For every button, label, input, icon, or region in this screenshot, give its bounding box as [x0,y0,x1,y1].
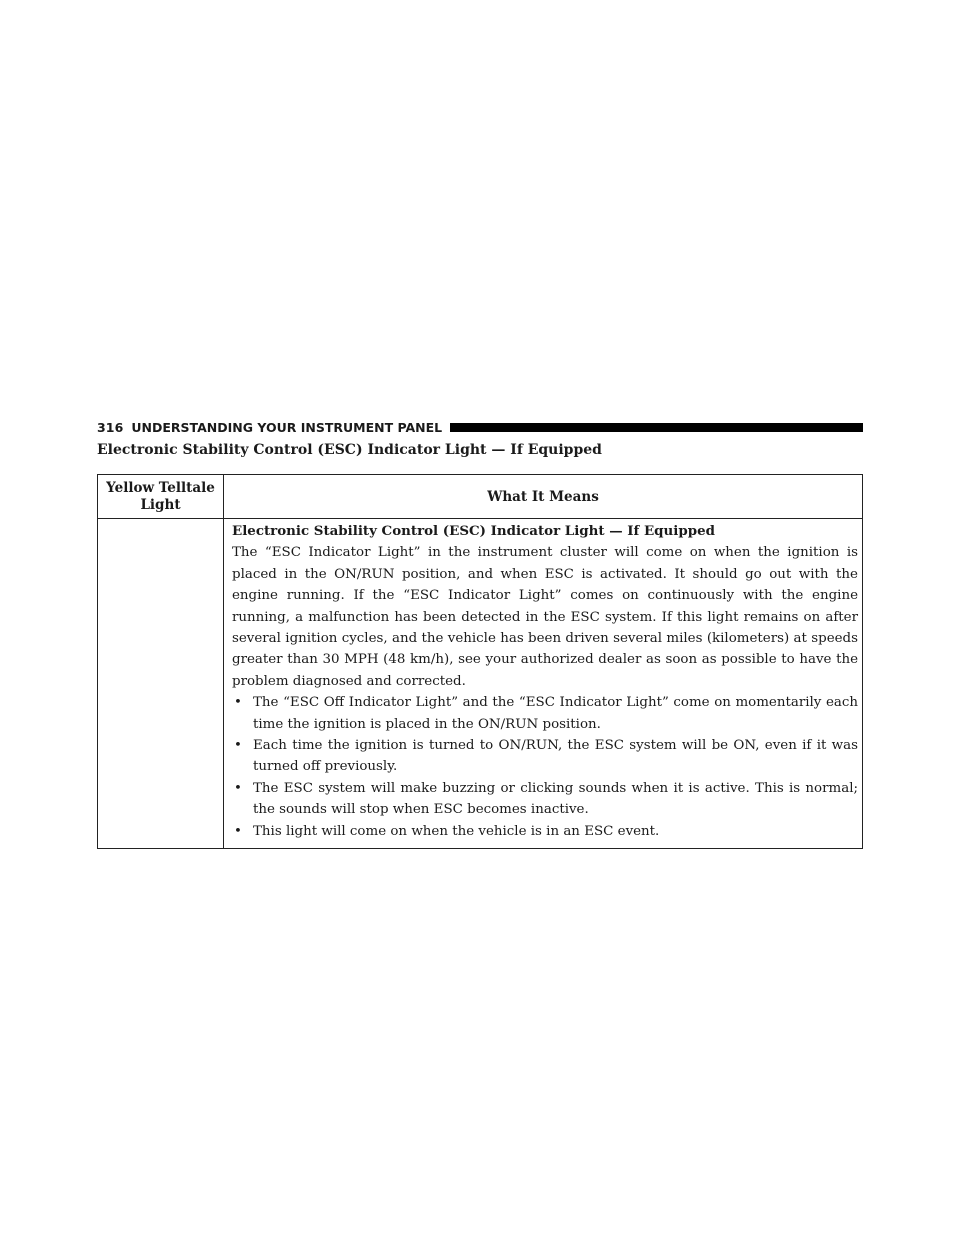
section-title: UNDERSTANDING YOUR INSTRUMENT PANEL [131,419,443,435]
section-heading: Electronic Stability Control (ESC) Indicator Light — If Equipped [97,442,602,458]
column-header-meaning: What It Means [487,488,599,505]
bullet-icon: • [234,738,242,754]
list-item [232,778,858,821]
page-header [97,418,863,436]
list-item [232,735,858,778]
bullet-text: Each time the ignition is turned to ON/RUN, the ESC system will be ON, even if it was turned off previously. [253,738,858,775]
list-item [232,692,858,735]
entry-title: Electronic Stability Control (ESC) Indicator Light — If Equipped [232,523,715,539]
bullet-icon: • [234,780,242,796]
telltale-icon-cell [98,519,224,848]
entry-description: The “ESC Indicator Light” in the instrument cluster will come on when the ignition is placed in the ON/RUN position, and when ESC is activated. It should go out with the engine running. If the “ESC Indicator Light” comes on continuously with the engine running, a malfunction has been detected in the ESC system. If this light remains on after several ignition cycles, and the vehicle has been driven several miles (kilometers) at speeds greater than 30 MPH (48 km/h), see your authorized dealer as soon as possible to have the problem diagnosed and corrected. [232,545,858,689]
page-number: 316 [97,419,124,435]
bullet-text: This light will come on when the vehicle is in an ESC event. [253,823,660,839]
meaning-cell [224,519,862,848]
list-item [232,821,858,842]
table-header-row [98,475,862,519]
bullet-text: The “ESC Off Indicator Light” and the “ESC Indicator Light” come on momentarily each time the ignition is placed in the ON/RUN position. [253,695,858,732]
header-rule [450,423,863,432]
table-row [98,519,862,848]
column-header-telltale: Yellow Telltale Light [98,475,224,518]
bullet-text: The ESC system will make buzzing or clicking sounds when it is active. This is normal; the sounds will stop when ESC becomes inactive. [253,780,858,818]
bullet-icon: • [234,823,242,839]
bullet-icon: • [234,695,242,711]
telltale-table [97,474,863,849]
bullet-list [232,692,858,842]
